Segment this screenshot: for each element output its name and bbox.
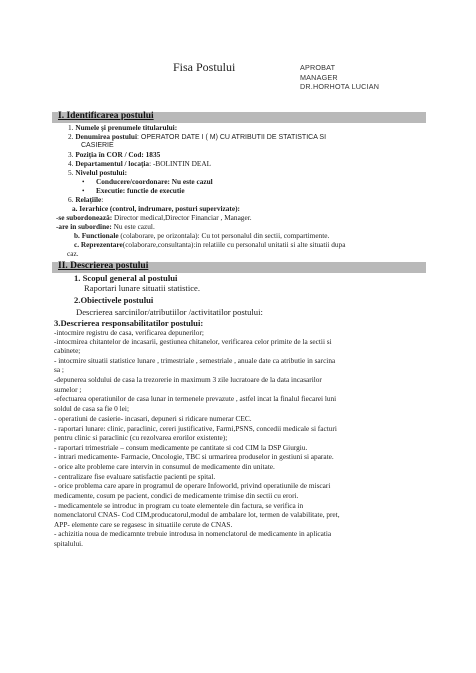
responsibility-line: - operatiuni de casierie- incasari, depuneri si ridicare numerar CEC. — [54, 414, 252, 423]
responsibility-line: APP- elemente care se regasesc in situatiile cerute de CNAS. — [54, 520, 233, 529]
responsibility-line: - intocmire situatii statistice lunare , trimestriale , semestriale , anuale date ca atributie in sarcina — [54, 356, 336, 365]
responsibility-line: - achizitia noua de medicamnte trebuie introdusa in nomenclatorul de medicamente in aplicatia — [54, 529, 332, 538]
responsibility-line: - orice problema care apare in programul de operare Infoworld, privind operatiunile de miscari — [54, 481, 331, 490]
item-value: : OPERATOR DATE I ( M) CU ATRIBUTII DE STATISTICA SI — [137, 134, 327, 141]
responsibility-line: sa ; — [54, 365, 64, 374]
item-label: Relaţiile — [75, 195, 102, 204]
responsibility-line: -efectuarea operatiunilor de casa lunar in termenele prevazute , astfel incat la finalul fiecarei luni — [54, 394, 337, 403]
bullet-icon: • — [82, 187, 85, 195]
responsibility-line: - raportari trimestriale – consum medicamente pe cantitate si cod CIM la DSP Giurgiu. — [54, 443, 308, 452]
relation-c-cont: caz. — [67, 249, 79, 258]
item-number: 1. — [68, 123, 74, 132]
relation-label: -are in subordine: — [56, 222, 112, 231]
relation-label: b. Functionale — [74, 231, 119, 240]
item-number: 3. — [68, 150, 74, 159]
level-bullet-2 — [96, 187, 185, 196]
responsibility-line: spitalului. — [54, 539, 83, 548]
item-label: Numele şi prenumele titularului: — [75, 123, 178, 132]
responsibility-line: -depunerea soldului de casa la trezorerie in maximum 3 zile lucratoare de la data incasarilor — [54, 375, 322, 384]
bullet-value: functie de executie — [125, 186, 185, 195]
item-value: : -BOLINTIN DEAL — [149, 159, 212, 168]
relation-label: -se subordonează: — [56, 213, 113, 222]
responsibility-line: - centralizare fise evaluare satisfactie pacienti pe spital. — [54, 472, 216, 481]
item-value: 1835 — [143, 150, 161, 159]
item-2-cont: CASIERIE — [81, 142, 114, 149]
responsibility-line: sumelor ; — [54, 385, 82, 394]
bullet-value: Nu este cazul — [169, 177, 213, 186]
item-label: Denumirea postului — [75, 132, 138, 141]
relation-value: Director medical,Director Financiar , Manager. — [112, 213, 252, 222]
responsibility-line: medicamente, cosum pe pacient, condici de medicamente trimise din sectii cu erori. — [54, 491, 299, 500]
responsibility-line: soldul de casa sa fie 0 lei; — [54, 404, 129, 413]
responsibility-line: nomenclatorul CNAS- Cod CIM,producatorul,modul de ambalare lot, termen de valabilitate, pret, — [54, 510, 340, 519]
relation-value: Nu este cazul. — [111, 222, 155, 231]
item-number: 5. — [68, 168, 74, 177]
responsibility-line: - orice alte probleme care intervin in consumul de medicamente din unitate. — [54, 462, 275, 471]
responsibility-line: -intocmirea chitantelor de incasarii, gestiunea chitanelor, verificarea celor primite de la sectii si — [54, 337, 332, 346]
relation-value: (colaborare, pe orizontala): Cu tot personalul din sectii, compartimente. — [118, 231, 330, 240]
scope-heading: 1. Scopul general al postului — [74, 273, 178, 283]
relation-a: a. Ierarhice (control, indrumare, posturi supervizate): — [72, 204, 240, 213]
item-label: Poziţia în COR / Cod: — [75, 150, 144, 159]
responsibility-line: pentru clinic si paraclinic (cu rezolvarea erorilor existente); — [54, 433, 228, 442]
item-number: 6. — [68, 195, 74, 204]
approval-line: MANAGER — [300, 72, 338, 82]
responsibility-line: - intrari medicamente- Farmacie, Oncologie, TBC si urmarirea produselor in gestiuni si aparate. — [54, 452, 334, 461]
approval-line: APROBAT — [300, 63, 336, 72]
section-2-heading: II. Descrierea postului — [58, 261, 149, 271]
responsibility-line: -intocmire registru de casa, verificarea depunerilor; — [54, 328, 204, 337]
bullet-label: Executie: — [96, 186, 126, 195]
relation-value: (colaborare,consultanta):in relatiile cu personalul unitatii si alte situatii dupa — [122, 240, 346, 249]
bullet-label: Conducere/coordonare: — [96, 177, 170, 186]
objectives-text: Descrierea sarcinilor/atributiilor /activitatilor postului: — [76, 307, 263, 317]
item-label: Nivelul postului: — [75, 168, 128, 177]
relation-label: c. Reprezentare — [74, 240, 123, 249]
bullet-icon: • — [82, 178, 85, 186]
approval-line: DR.HORHOTA LUCIAN — [300, 82, 380, 91]
responsibility-line: cabinete; — [54, 346, 81, 355]
responsibility-line: - medicamentele se introduc in program cu toate elementele din factura, se verifica in — [54, 501, 304, 510]
page-title: Fisa Postului — [173, 60, 236, 74]
item-number: 2. — [68, 132, 74, 141]
section-1-heading: I. Identificarea postului — [58, 111, 154, 121]
responsibilities-heading: 3.Descrierea responsabilitatilor postului: — [54, 318, 204, 328]
responsibility-line: - raportari lunare: clinic, paraclinic, cereri justificative, Farmi,PSNS, concedii medicale si facturi — [54, 424, 337, 433]
approval-block — [300, 63, 379, 92]
item-number: 4. — [68, 159, 74, 168]
item-label: Departamentul / locaţia — [75, 159, 150, 168]
objectives-heading: 2.Obiectivele postului — [74, 295, 154, 305]
relation-c — [74, 241, 345, 250]
item-value: : — [101, 195, 104, 204]
scope-text: Raportari lunare situatii statistice. — [84, 283, 200, 293]
